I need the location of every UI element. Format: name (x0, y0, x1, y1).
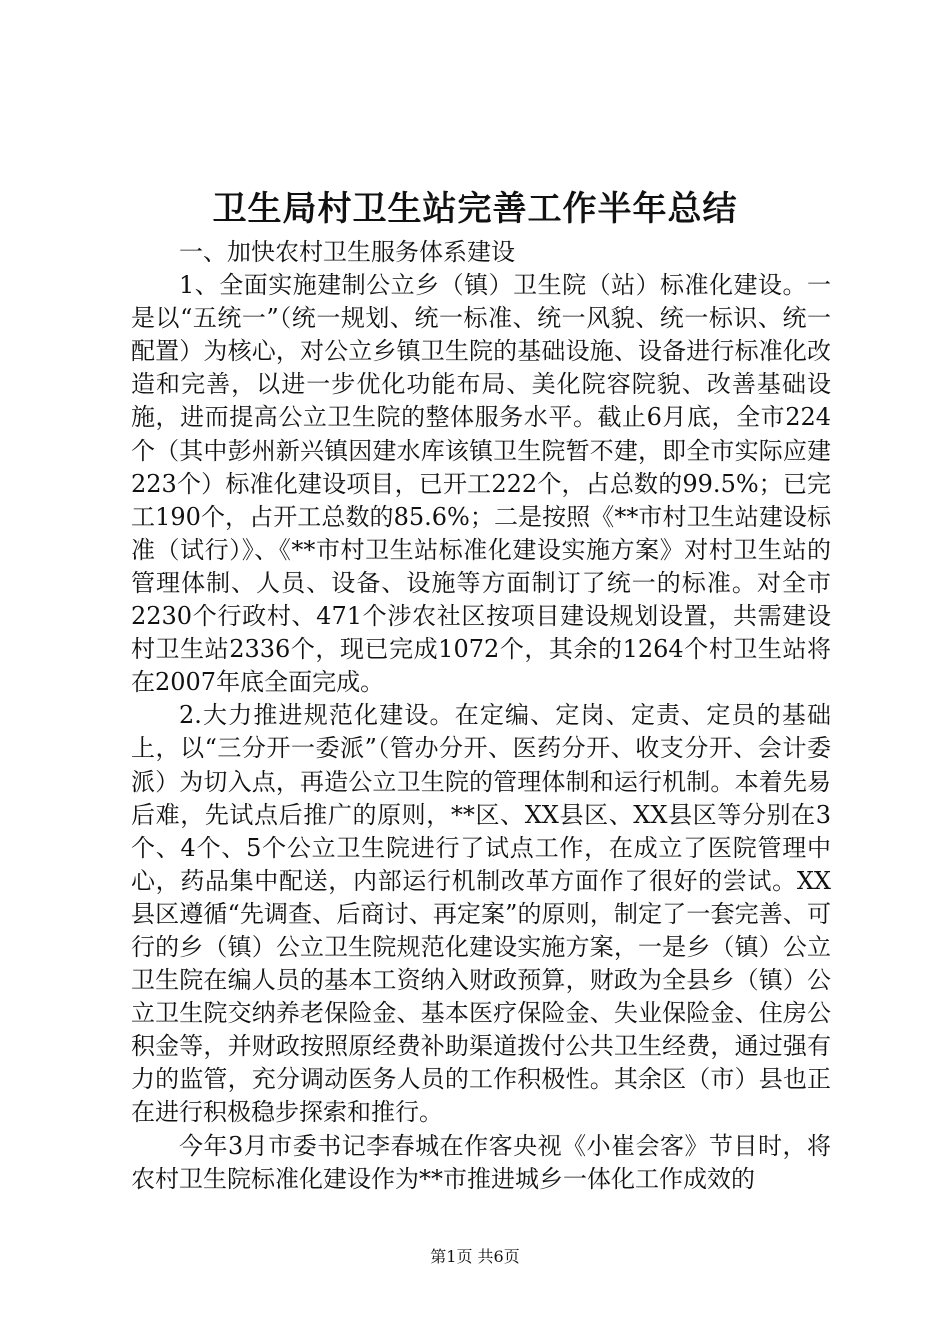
document-title: 卫生局村卫生站完善工作半年总结 (212, 189, 738, 229)
paragraph-march-program: 今年3月市委书记李春城在作客央视《小崔会客》节目时，将农村卫生院标准化建设作为**市推进城乡一体化工作成效的 (131, 1131, 831, 1193)
section-heading: 一、加快农村卫生服务体系建设 (179, 238, 515, 266)
document-body (131, 236, 831, 1196)
paragraph-normalization: 2.大力推进规范化建设。在定编、定岗、定责、定员的基础上，以“三分开一委派”（管办分开、医药分开、收支分开、会计委派）为切入点，再造公立卫生院的管理体制和运行机制。本着先易后难，先试点后推广的原则，**区、XX县区、XX县区等分别在3个、4个、5个公立卫生院进行了试点工作，在成立了医院管理中心，药品集中配送，内部运行机制改革方面作了很好的尝试。XX县区遵循“先调查、后商讨、再定案”的原则，制定了一套完善、可行的乡（镇）公立卫生院规范化建设实施方案，一是乡（镇）公立卫生院在编人员的基本工资纳入财政预算，财政为全县乡（镇）公立卫生院交纳养老保险金、基本医疗保险金、失业保险金、住房公积金等，并财政按照原经费补助渠道拨付公共卫生经费，通过强有力的监管，充分调动医务人员的工作积极性。其余区（市）县也正在进行积极稳步探索和推行。 (131, 701, 831, 1127)
page-footer: 第1页 共6页 (430, 1247, 520, 1266)
paragraph-standardization: 1、全面实施建制公立乡（镇）卫生院（站）标准化建设。一是以“五统一”（统一规划、统一标准、统一风貌、统一标识、统一配置）为核心，对公立乡镇卫生院的基础设施、设备进行标准化改造和完善，以进一步优化功能布局、美化院容院貌、改善基础设施，进而提高公立卫生院的整体服务水平。截止6月底，全市224个（其中彭州新兴镇因建水库该镇卫生院暂不建，即全市实际应建223个）标准化建设项目，已开工222个，占总数的99.5%；已完工190个，占开工总数的85.6%；二是按照《**市村卫生站建设标准（试行）》、《**市村卫生站标准化建设实施方案》对村卫生站的管理体制、人员、设备、设施等方面制订了统一的标准。对全市2230个行政村、471个涉农社区按项目建设规划设置，共需建设村卫生站2336个，现已完成1072个，其余的1264个村卫生站将在2007年底全面完成。 (131, 271, 831, 697)
